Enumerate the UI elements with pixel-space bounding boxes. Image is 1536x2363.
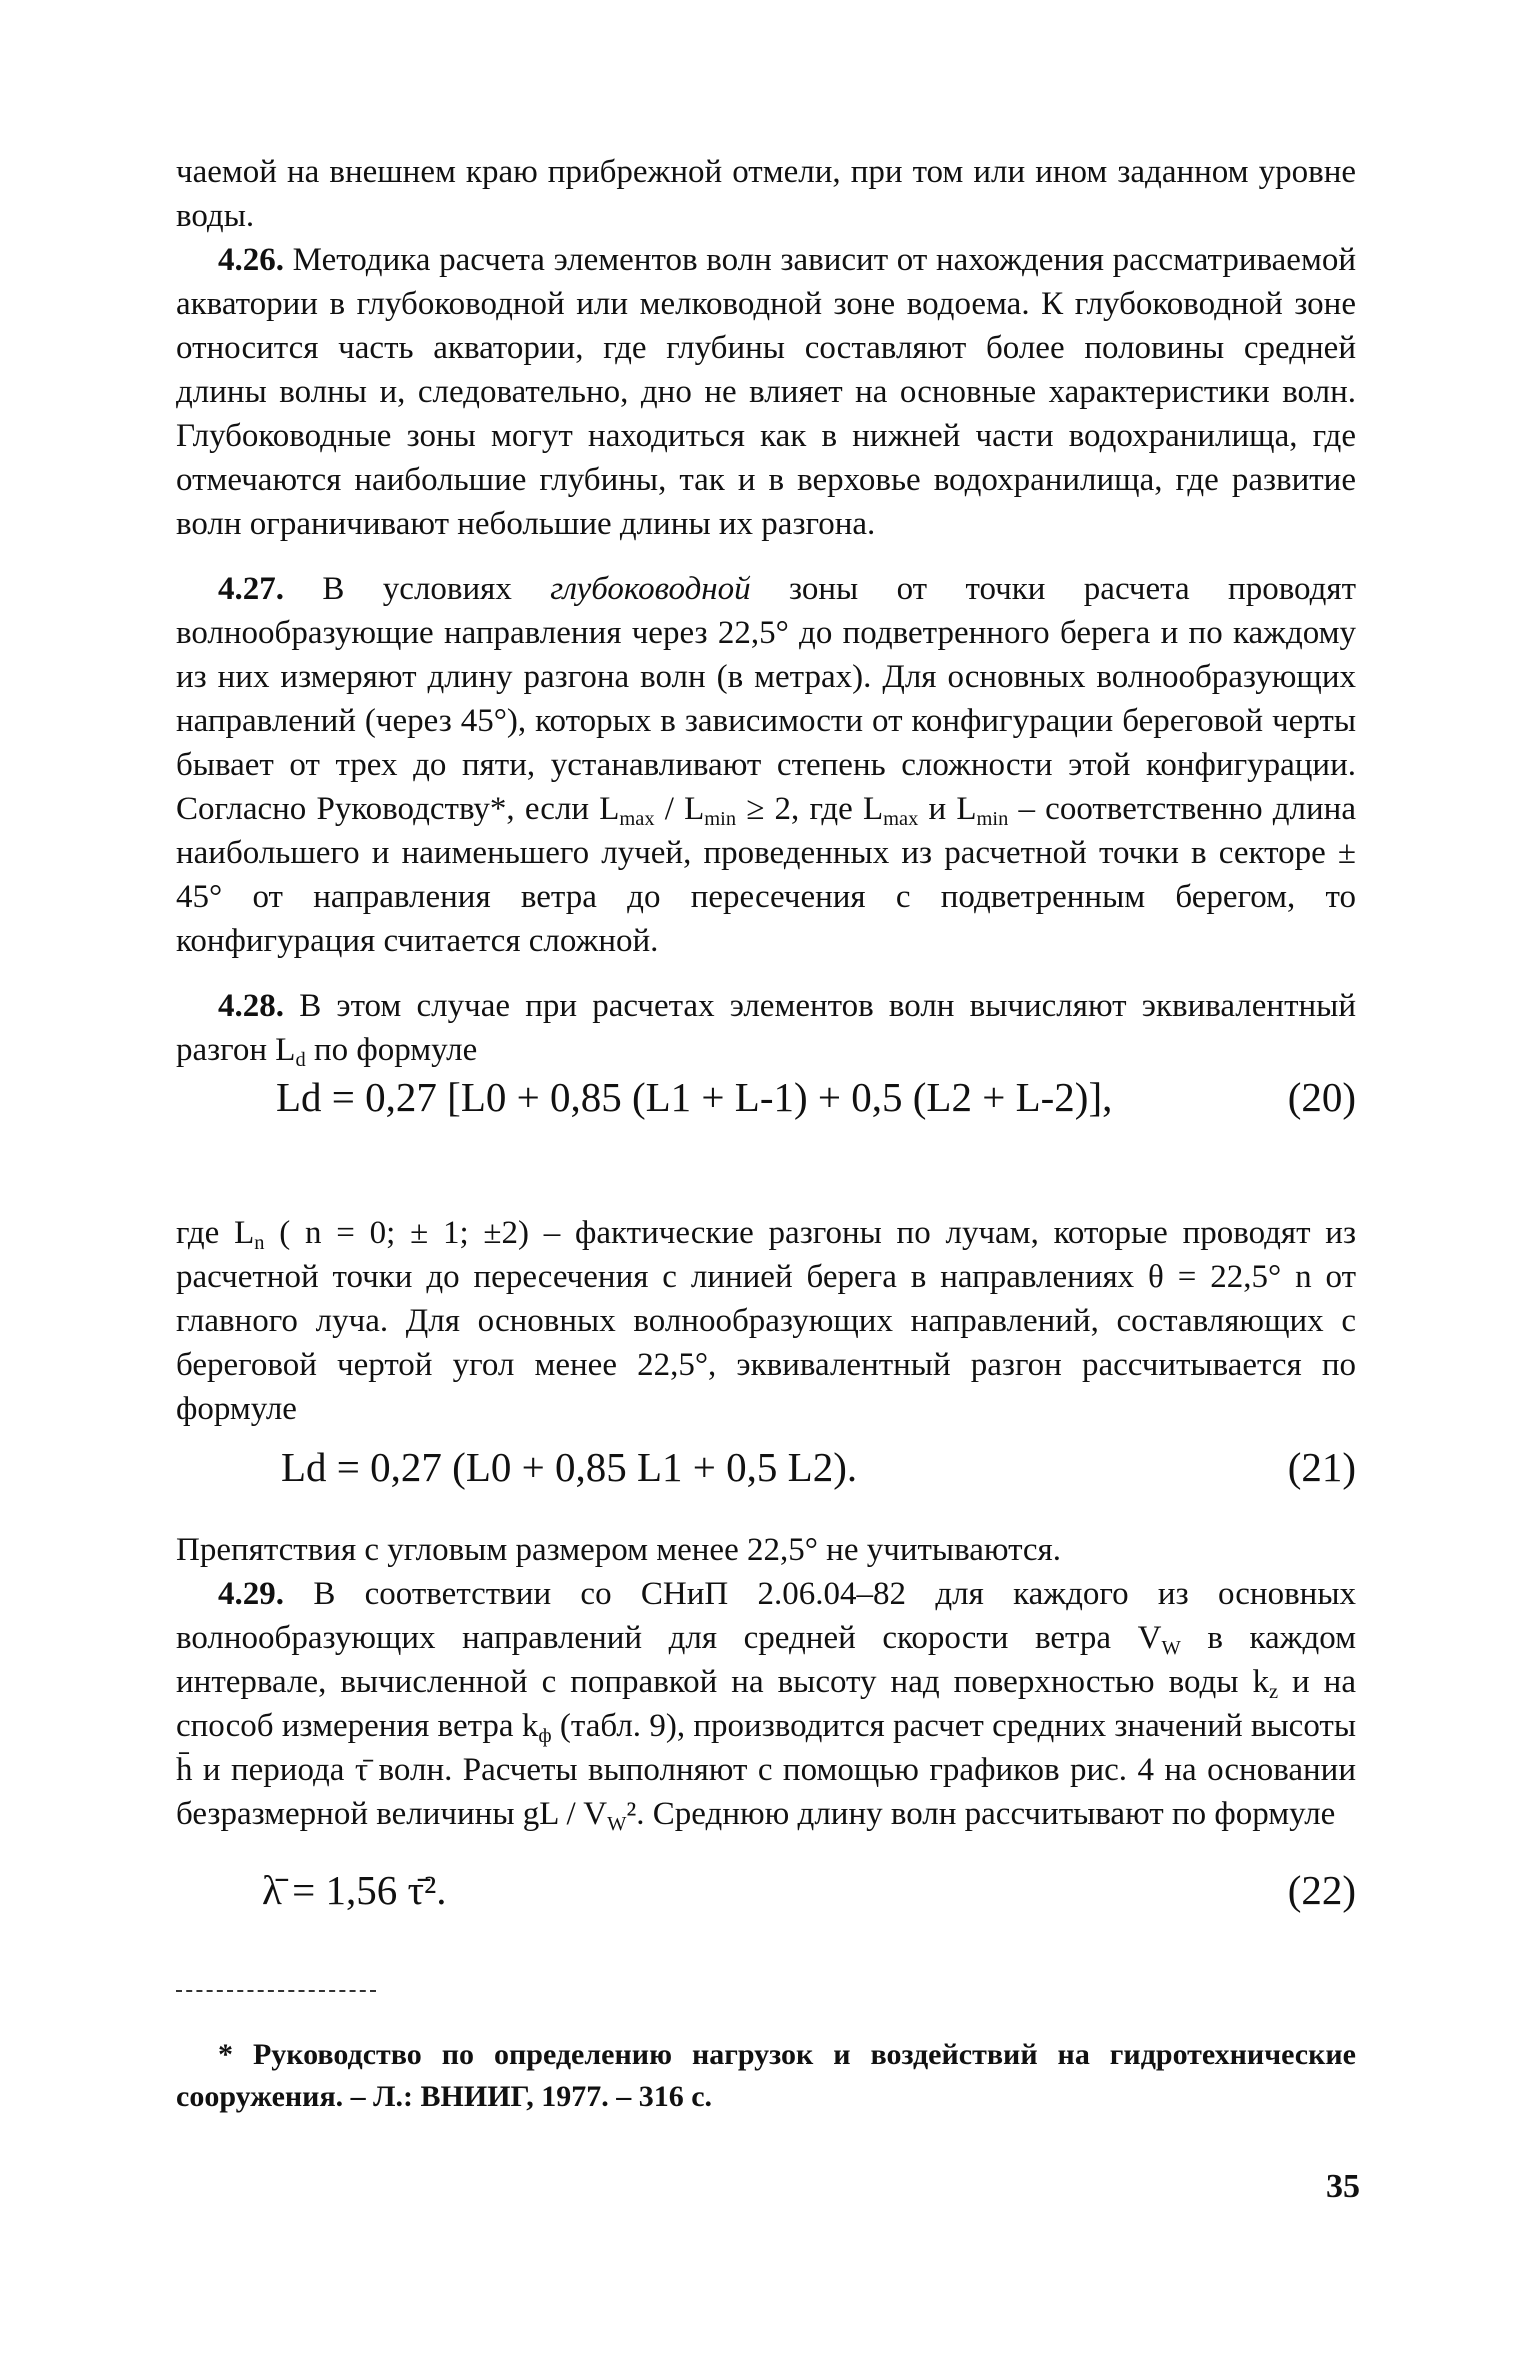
- section-number: 4.27.: [218, 571, 284, 607]
- formula-expression: Ld = 0,27 [L0 + 0,85 (L1 + L-1) + 0,5 (L2 + L-2)],: [276, 1074, 1113, 1120]
- paragraph-4-26: 4.26. Методика расчета элементов волн зависит от нахождения рассматриваемой акватории в глубоководной или мелководной зоне водоема. К глубоководной зоне относится часть акватории, где глубины составляют более половины средней длины волны и, следовательно, дно не влияет на основные характеристики волн. Глубоководные зоны могут находиться как в нижней части водохранилища, где отмечаются наибольшие глубины, так и в верховье водохранилища, где развитие волн ограничивают небольшие длины их разгона.: [176, 242, 1356, 542]
- section-number: 4.28.: [218, 988, 284, 1024]
- formula-expression: λ̄ = 1,56 τ̄².: [262, 1867, 447, 1913]
- formula-number: (21): [1287, 1444, 1356, 1490]
- section-number: 4.29.: [218, 1576, 284, 1612]
- formula-expression: Ld = 0,27 (L0 + 0,85 L1 + 0,5 L2).: [281, 1444, 858, 1490]
- footnote: * Руководство по определению нагрузок и воздействий на гидротехнические сооружения. – Л.: ВНИИГ, 1977. – 316 с.: [176, 2038, 1356, 2113]
- formula-22: [176, 1866, 1356, 1926]
- paragraph-4-29: 4.29. В соответствии со СНиП 2.06.04–82 для каждого из основных волнообразующих направлений для средней скорости ветра $V_W$ в каждом интервале, вычисленной с поправкой на высоту над поверхностью воды $k_z$ и на способ измерения ветра $k_ф$ (табл. 9), производится расчет средних значений высоты h̄ и периода τ̄ волн. Расчеты выполняют с помощью графиков рис. 4 на основании безразмерной величины gL / $V_W^2$. Среднюю длину волн рассчитывают по формуле: [176, 1576, 1357, 1836]
- paragraph-4-28: 4.28. В этом случае при расчетах элементов волн вычисляют эквивалентный разгон $L_d$ по формуле: [176, 988, 1356, 1072]
- paragraph-where: где $L_n$ ( n = 0; ± 1; ±2) – фактические разгоны по лучам, которые проводят из расчетной точки до пересечения с линией берега в направлениях θ = 22,5° n от главного луча. Для основных волнообразующих направлений, составляющих с береговой чертой угол менее 22,5°, эквивалентный разгон рассчитывается по формуле: [176, 1215, 1356, 1427]
- paragraph-obstacles: Препятствия с угловым размером менее 22,5° не учитываются.: [176, 1532, 1061, 1568]
- formula-number: (20): [1287, 1074, 1356, 1120]
- paragraph-4-27: 4.27. В условиях глубоководной зоны от точки расчета проводят волнообразующие направления через 22,5° до подветренного берега и по каждому из них измеряют длину разгона волн (в метрах). Для основных волнообразующих направлений (через 45°), которых в зависимости от конфигурации береговой черты бывает от трех до пяти, устанавливают степень сложности этой конфигурации. Согласно Руководству*, если $L_{max} / L_{min} \ge 2$, где $L_{max}$ и $L_{min}$ – соответственно длина наибольшего и наименьшего лучей, проведенных из расчетной точки в секторе ± 45° от направления ветра до пересечения с подветренным берегом, то конфигурация считается сложной.: [176, 571, 1356, 959]
- page-number: 35: [1326, 2168, 1360, 2205]
- footnote-marker: *: [218, 2038, 233, 2071]
- paragraph-continuation: чаемой на внешнем краю прибрежной отмели, при том или ином заданном уровне воды.: [176, 154, 1356, 234]
- footnote-separator: [176, 1990, 376, 1992]
- formula-21: [176, 1443, 1356, 1503]
- formula-number: (22): [1287, 1867, 1356, 1913]
- section-number: 4.26.: [218, 242, 284, 278]
- formula-20: [176, 1073, 1356, 1133]
